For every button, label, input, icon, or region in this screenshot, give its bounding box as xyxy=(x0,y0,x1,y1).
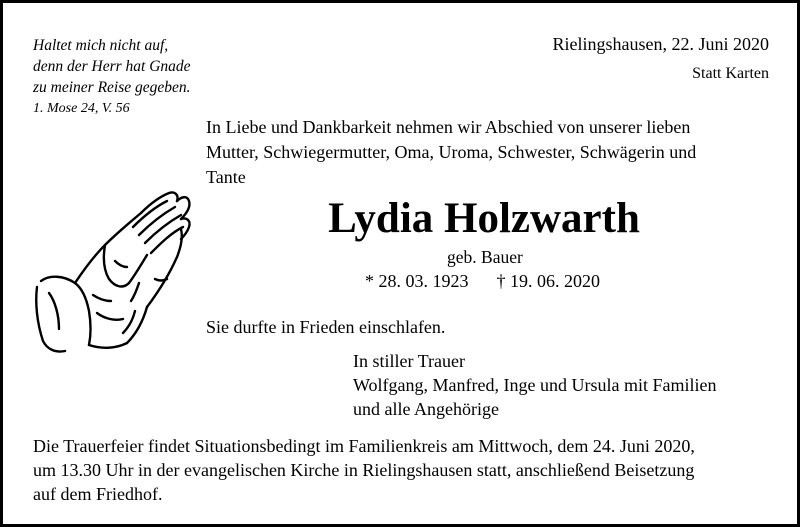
place-date: Rielingshausen, 22. Juni 2020 xyxy=(552,34,769,54)
deceased-name: Lydia Holzwarth xyxy=(328,195,640,242)
verse-reference: 1. Mose 24, V. 56 xyxy=(33,101,130,116)
birth-date: * 28. 03. 1923 xyxy=(365,271,469,291)
intro-line: In Liebe und Dankbarkeit nehmen wir Abschied von unserer lieben xyxy=(206,117,691,137)
intro-line: Tante xyxy=(206,167,246,187)
ceremony-text xyxy=(33,434,695,506)
death-date: † 19. 06. 2020 xyxy=(496,271,600,291)
mourning-block xyxy=(353,349,716,421)
statt-karten-label: Statt Karten xyxy=(692,65,769,82)
mourning-heading: In stiller Trauer xyxy=(353,351,465,371)
verse-line: Haltet mich nicht auf, xyxy=(33,37,169,54)
ceremony-line: um 13.30 Uhr in der evangelischen Kirche in Rielingshausen statt, anschließend Beisetzung xyxy=(33,460,695,480)
intro-text xyxy=(206,115,696,190)
mourning-others: und alle Angehörige xyxy=(353,399,499,419)
verse-line: zu meiner Reise gegeben. xyxy=(33,79,191,96)
peace-line: Sie durfte in Frieden einschlafen. xyxy=(206,317,446,337)
verse-line: denn der Herr hat Gnade xyxy=(33,58,191,75)
ceremony-line: auf dem Friedhof. xyxy=(33,484,163,504)
birth-name: geb. Bauer xyxy=(447,247,523,267)
mourning-family: Wolfgang, Manfred, Inge und Ursula mit Familien xyxy=(353,375,717,395)
intro-line: Mutter, Schwiegermutter, Oma, Uroma, Schwester, Schwägerin und xyxy=(206,142,697,162)
life-dates xyxy=(365,271,600,292)
ceremony-line: Die Trauerfeier findet Situationsbedingt im Familienkreis am Mittwoch, dem 24. Juni 2020, xyxy=(33,436,695,456)
bible-verse xyxy=(33,35,191,119)
